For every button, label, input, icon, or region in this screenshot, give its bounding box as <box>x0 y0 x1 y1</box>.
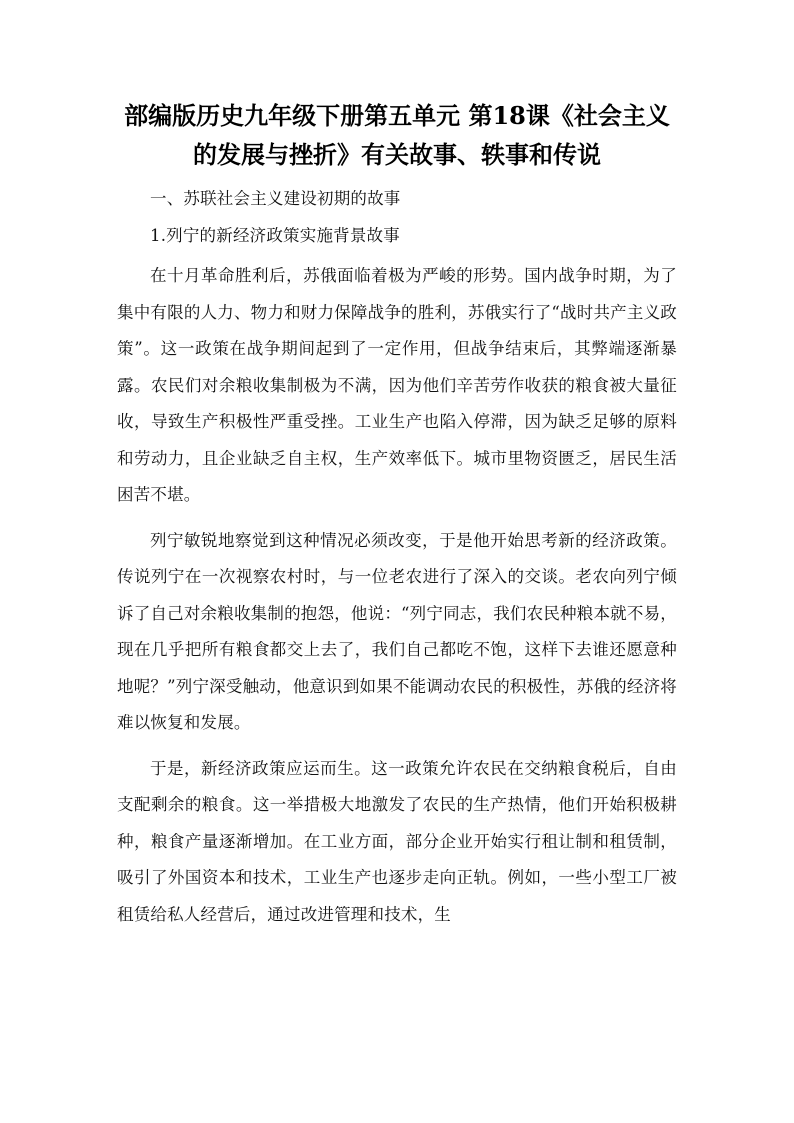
subsection-heading: 1.列宁的新经济政策实施背景故事 <box>150 225 400 245</box>
paragraph-3: 于是，新经济政策应运而生。这一政策允许农民在交纳粮食税后，自由支配剩余的粮食。这一举措极大地激发了农民的生产热情，他们开始积极耕种，粮食产量逐渐增加。在工业方面，部分企业开始实行租让制和租赁制，吸引了外国资本和技术，工业生产也逐步走向正轨。例如，一些小型工厂被租赁给私人经营后，通过改进管理和技术，生 <box>117 758 677 924</box>
document-body <box>117 181 677 933</box>
section-heading: 一、苏联社会主义建设初期的故事 <box>150 189 401 208</box>
document-title <box>117 96 677 174</box>
paragraph-2: 列宁敏锐地察觉到这种情况必须改变，于是他开始思考新的经济政策。传说列宁在一次视察农村时，与一位老农进行了深入的交谈。老农向列宁倾诉了自己对余粮收集制的抱怨，他说：“列宁同志，我们农民种粮本就不易，现在几乎把所有粮食都交上去了，我们自己都吃不饱，这样下去谁还愿意种地呢？”列宁深受触动，他意识到如果不能调动农民的积极性，苏俄的经济将难以恢复和发展。 <box>117 530 677 732</box>
title-line-2: 的发展与挫折》有关故事、轶事和传说 <box>193 140 601 169</box>
paragraph-1: 在十月革命胜利后，苏俄面临着极为严峻的形势。国内战争时期，为了集中有限的人力、物力和财力保障战争的胜利，苏俄实行了“战时共产主义政策”。这一政策在战争期间起到了一定作用，但战争结束后，其弊端逐渐暴露。农民们对余粮收集制极为不满，因为他们辛苦劳作收获的粮食被大量征收，导致生产积极性严重受挫。工业生产也陷入停滞，因为缺乏足够的原料和劳动力，且企业缺乏自主权，生产效率低下。城市里物资匮乏，居民生活困苦不堪。 <box>117 266 677 504</box>
title-line-1: 部编版历史九年级下册第五单元 第18课《社会主义 <box>124 101 670 130</box>
